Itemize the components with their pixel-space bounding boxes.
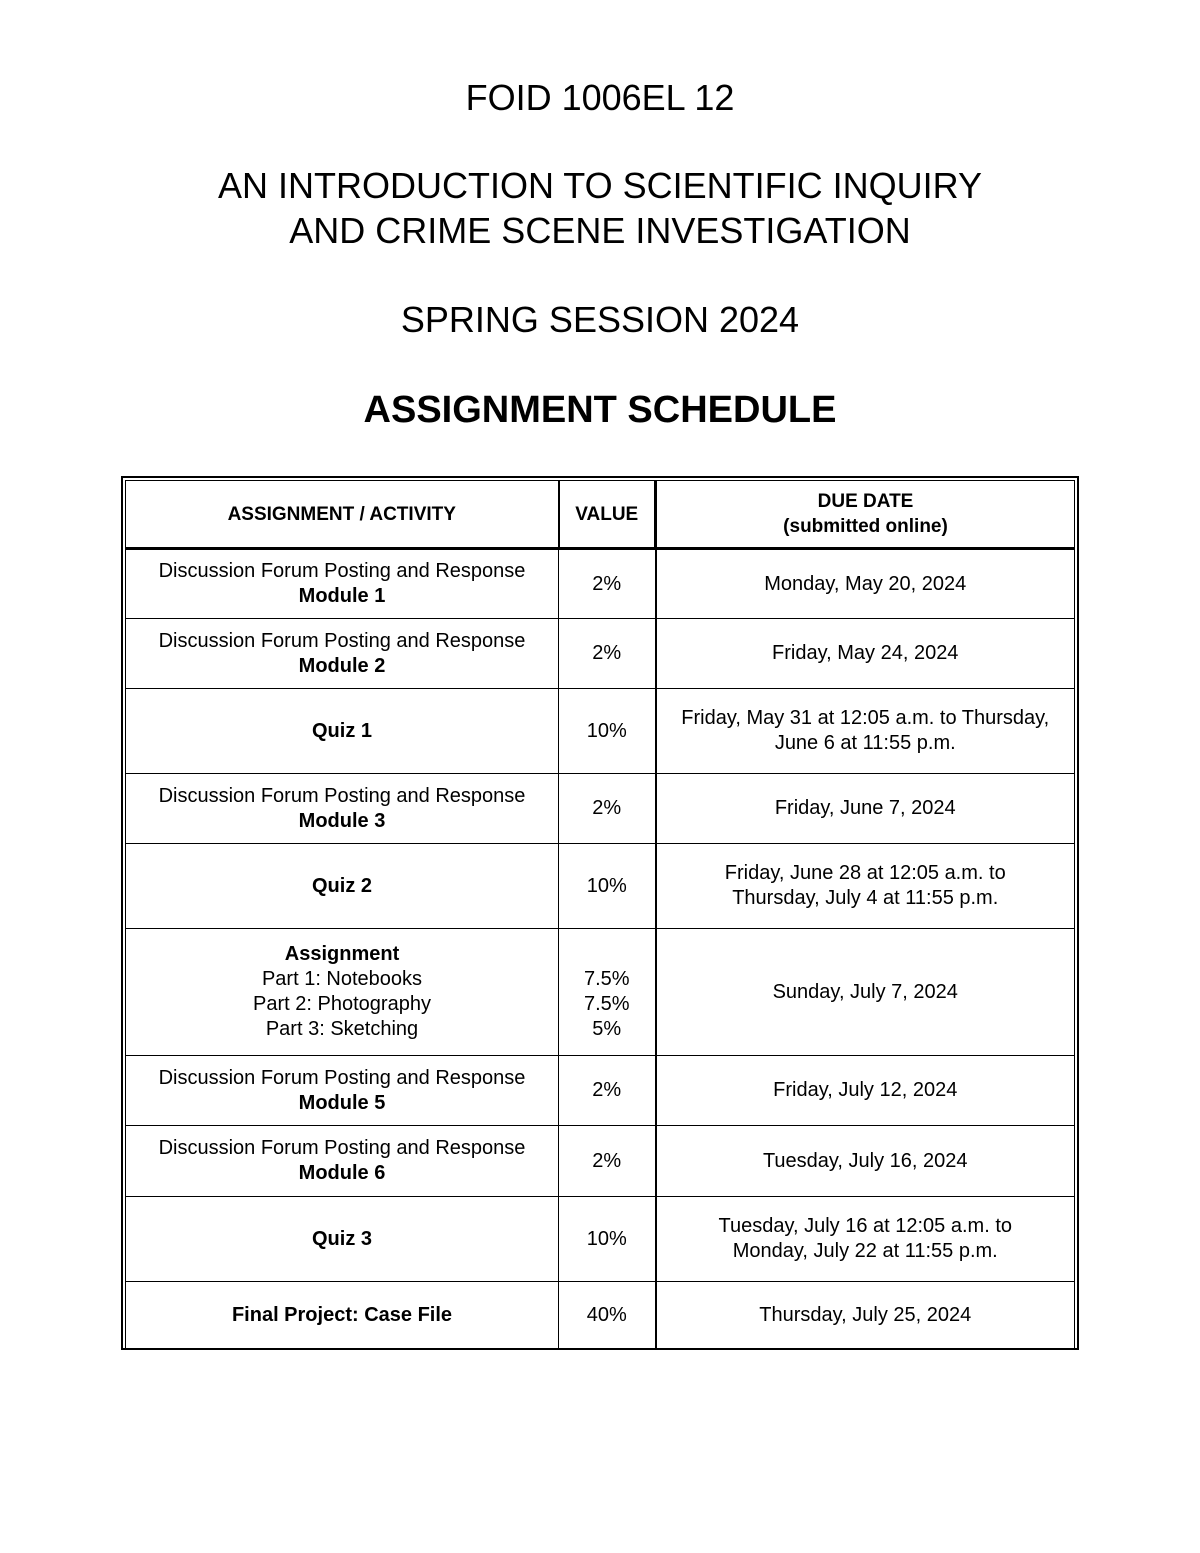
activity-cell: [126, 549, 559, 619]
table-row: [126, 844, 1075, 929]
document-title: ASSIGNMENT SCHEDULE: [363, 389, 837, 431]
table-row: [126, 1282, 1075, 1350]
value-cell: 10%: [559, 689, 656, 774]
due-date-cell: Friday, May 24, 2024: [656, 619, 1075, 689]
activity-name: Assignment: [284, 943, 400, 965]
assignment-part: Part 1: Notebooks: [261, 968, 423, 990]
activity-cell: [126, 844, 559, 929]
table-row: [126, 1197, 1075, 1282]
course-code: FOID 1006EL 12: [465, 77, 735, 118]
activity-cell: [126, 619, 559, 689]
activity-module: Module 1: [298, 585, 386, 607]
value-cell: 2%: [559, 549, 656, 619]
activity-cell: [126, 689, 559, 774]
value-cell: 10%: [559, 1197, 656, 1282]
due-date-cell: Friday, July 12, 2024: [656, 1056, 1075, 1126]
table-row: [126, 1056, 1075, 1126]
activity-name: Quiz 3: [311, 1227, 372, 1250]
header-due-date-note: (submitted online): [783, 516, 948, 537]
value-cell: 40%: [559, 1282, 656, 1350]
activity-cell: [126, 1197, 559, 1282]
activity-cell: [126, 1126, 559, 1197]
due-window-start: Tuesday, July 16 at 12:05 a.m. to: [718, 1215, 1012, 1237]
part-value: 7.5%: [583, 993, 630, 1015]
part-value: 5%: [592, 1018, 622, 1040]
due-date-cell: Tuesday, July 16, 2024: [656, 1126, 1075, 1197]
due-window-end: June 6 at 11:55 p.m.: [774, 732, 956, 754]
activity-module: Module 5: [298, 1091, 386, 1114]
due-date-cell: Sunday, July 7, 2024: [656, 929, 1075, 1056]
header-activity: ASSIGNMENT / ACTIVITY: [126, 481, 559, 549]
value-spacer: [565, 942, 649, 967]
due-date-cell: [656, 1197, 1075, 1282]
table-row: [126, 689, 1075, 774]
table-row: [126, 549, 1075, 619]
due-window-end: Monday, July 22 at 11:55 p.m.: [732, 1240, 998, 1262]
value-cell: [559, 929, 656, 1056]
due-window-end: Thursday, July 4 at 11:55 p.m.: [732, 887, 999, 909]
activity-cell: [126, 1282, 559, 1350]
assignment-schedule-table-frame: [121, 476, 1079, 1350]
course-title-line-2: AND CRIME SCENE INVESTIGATION: [289, 210, 911, 251]
due-date-cell: Thursday, July 25, 2024: [656, 1282, 1075, 1350]
assignment-schedule-table: [125, 480, 1075, 1350]
table-row: [126, 1126, 1075, 1197]
activity-module: Module 2: [298, 654, 386, 677]
header-due-date-label: DUE DATE: [817, 491, 914, 512]
value-cell: 2%: [559, 1056, 656, 1126]
due-date-cell: Monday, May 20, 2024: [656, 549, 1075, 619]
value-cell: 2%: [559, 1126, 656, 1197]
table-row: [126, 774, 1075, 844]
activity-name: Discussion Forum Posting and Response: [158, 1066, 526, 1089]
activity-name: Discussion Forum Posting and Response: [158, 1137, 526, 1159]
activity-module: Module 3: [298, 809, 386, 832]
session-label: SPRING SESSION 2024: [400, 299, 800, 340]
activity-name: Quiz 2: [311, 874, 372, 897]
activity-cell: [126, 1056, 559, 1126]
activity-cell: [126, 929, 559, 1056]
due-date-cell: [656, 844, 1075, 929]
table-row: [126, 619, 1075, 689]
activity-name: Discussion Forum Posting and Response: [158, 629, 526, 652]
due-window-start: Friday, June 28 at 12:05 a.m. to: [724, 862, 1006, 884]
activity-name: Discussion Forum Posting and Response: [158, 560, 526, 582]
value-cell: 2%: [559, 619, 656, 689]
header-value: VALUE: [559, 481, 656, 549]
assignment-part: Part 2: Photography: [253, 993, 431, 1015]
due-date-cell: Friday, June 7, 2024: [656, 774, 1075, 844]
course-title-line-1: AN INTRODUCTION TO SCIENTIFIC INQUIRY: [217, 165, 983, 206]
table-row: [126, 929, 1075, 1056]
activity-name: Discussion Forum Posting and Response: [158, 784, 526, 807]
activity-module: Module 6: [298, 1162, 386, 1184]
value-cell: 10%: [559, 844, 656, 929]
table-header-row: [126, 481, 1075, 549]
activity-cell: [126, 774, 559, 844]
due-window-start: Friday, May 31 at 12:05 a.m. to Thursday,: [681, 707, 1050, 729]
due-date-cell: [656, 689, 1075, 774]
header-due-date: [656, 481, 1075, 549]
value-cell: 2%: [559, 774, 656, 844]
activity-name: Final Project: Case File: [231, 1304, 453, 1326]
part-value: 7.5%: [583, 968, 630, 990]
activity-name: Quiz 1: [311, 719, 372, 742]
assignment-part: Part 3: Sketching: [265, 1018, 419, 1040]
